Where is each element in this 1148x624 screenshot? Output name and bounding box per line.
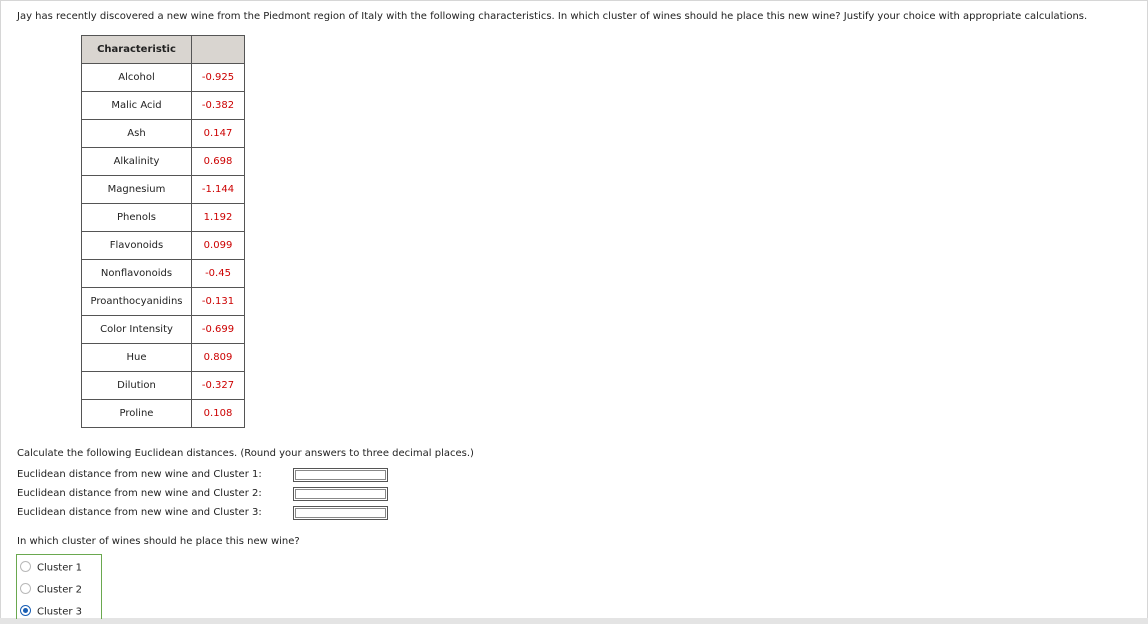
characteristic-value: 0.099 [192,232,245,260]
characteristic-value: 0.809 [192,344,245,372]
characteristic-value: -0.131 [192,288,245,316]
radio-button-icon[interactable] [20,561,31,572]
horizontal-scrollbar[interactable] [0,618,1148,624]
table-row [82,148,245,176]
distance-label-cluster-2: Euclidean distance from new wine and Cluster 2: [17,488,262,499]
radio-button-icon[interactable] [20,583,31,594]
table-row [82,260,245,288]
cluster-question: In which cluster of wines should he place this new wine? [17,536,300,547]
characteristic-name: Dilution [82,372,192,400]
characteristic-name: Alcohol [82,64,192,92]
radio-button-selected-icon[interactable] [20,605,31,616]
characteristic-name: Ash [82,120,192,148]
characteristics-table [81,35,245,428]
characteristic-name: Flavonoids [82,232,192,260]
characteristic-value: -0.382 [192,92,245,120]
table-row [82,232,245,260]
distance-input-cluster-2[interactable] [293,487,388,501]
radio-option-cluster-1[interactable] [20,562,82,574]
radio-option-label: Cluster 1 [37,562,83,574]
characteristic-value: 0.108 [192,400,245,428]
characteristic-value: -0.699 [192,316,245,344]
distance-label-cluster-1: Euclidean distance from new wine and Cluster 1: [17,469,262,480]
radio-option-label: Cluster 3 [37,606,83,618]
table-header-value [192,36,245,64]
characteristic-name: Hue [82,344,192,372]
table-header-row [82,36,245,64]
table-row [82,344,245,372]
characteristic-value: -0.925 [192,64,245,92]
table-header-characteristic: Characteristic [82,36,192,64]
table-row [82,176,245,204]
characteristic-value: -0.45 [192,260,245,288]
radio-option-cluster-2[interactable] [20,584,82,596]
distance-label-cluster-3: Euclidean distance from new wine and Cluster 3: [17,507,262,518]
table-row [82,64,245,92]
characteristic-name: Magnesium [82,176,192,204]
characteristic-name: Proline [82,400,192,428]
table-row [82,400,245,428]
characteristic-value: -1.144 [192,176,245,204]
question-text: Jay has recently discovered a new wine from the Piedmont region of Italy with the following characteristics. In which cluster of wines should he place this new wine? Justify your choice with appropriate calculations. [17,11,1088,22]
characteristic-name: Color Intensity [82,316,192,344]
characteristic-name: Proanthocyanidins [82,288,192,316]
characteristic-name: Nonflavonoids [82,260,192,288]
calculation-instructions: Calculate the following Euclidean distances. (Round your answers to three decimal places.) [17,448,474,459]
characteristic-value: 0.147 [192,120,245,148]
table-row [82,120,245,148]
characteristic-value: 0.698 [192,148,245,176]
table-row [82,92,245,120]
radio-option-cluster-3[interactable] [20,606,82,618]
distance-input-cluster-1[interactable] [293,468,388,482]
table-row [82,288,245,316]
characteristic-name: Alkalinity [82,148,192,176]
radio-option-label: Cluster 2 [37,584,83,596]
characteristic-name: Malic Acid [82,92,192,120]
distance-input-cluster-3[interactable] [293,506,388,520]
characteristic-name: Phenols [82,204,192,232]
characteristic-value: 1.192 [192,204,245,232]
table-row [82,372,245,400]
characteristic-value: -0.327 [192,372,245,400]
table-row [82,316,245,344]
table-row [82,204,245,232]
